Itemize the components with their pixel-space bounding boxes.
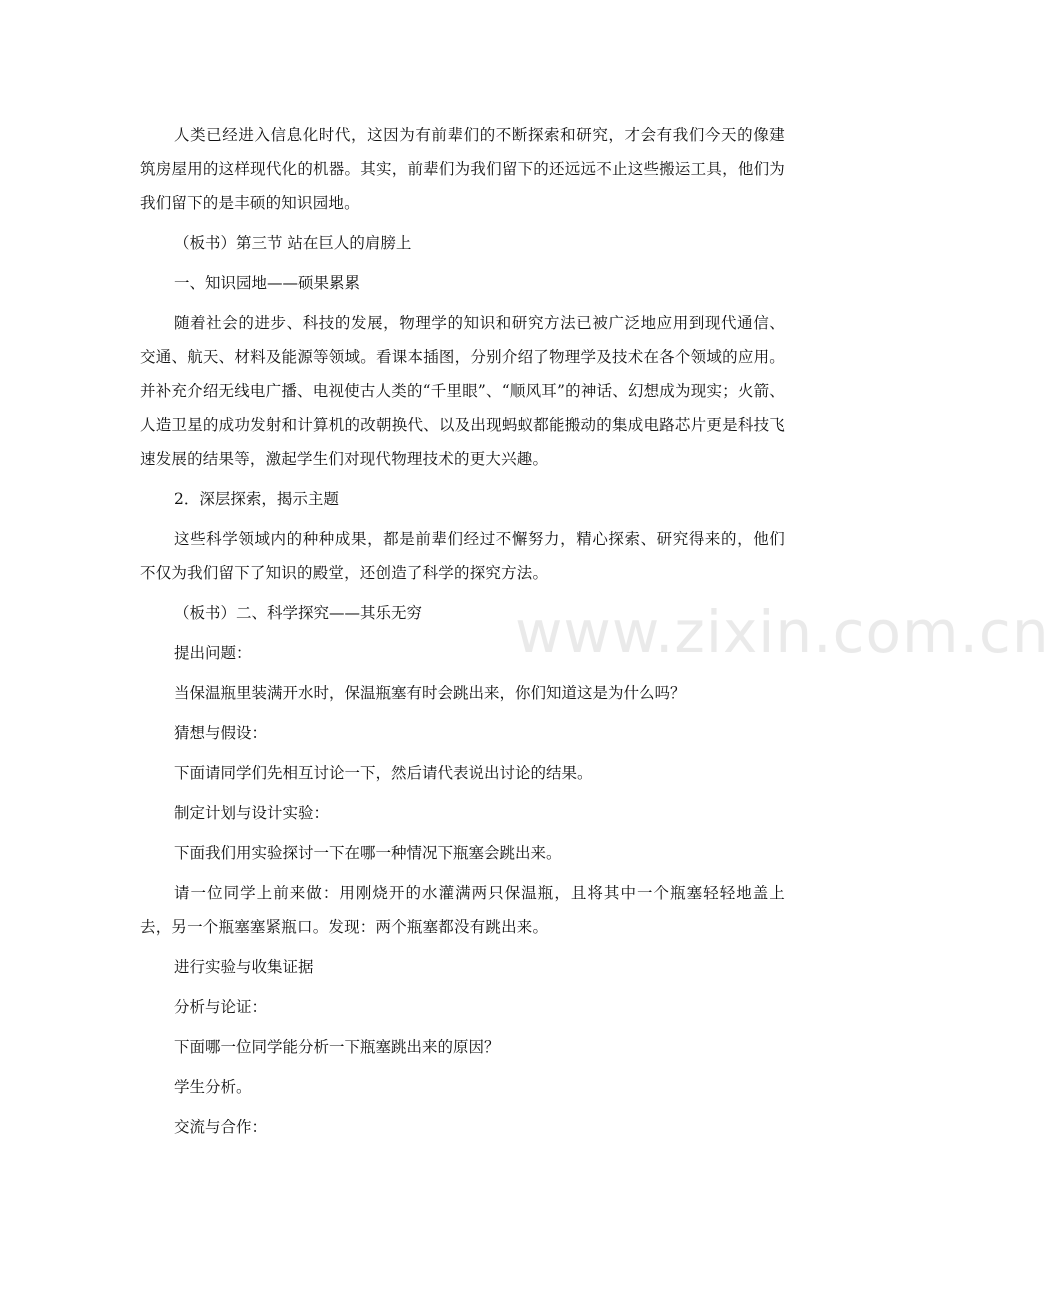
document-body [140, 118, 785, 1144]
label-collect-evidence: 进行实验与收集证据 [174, 958, 314, 976]
label-plan-experiment: 制定计划与设计实验： [174, 804, 330, 822]
board-heading-section-three: （板书）第三节 站在巨人的肩膀上 [174, 234, 412, 252]
paragraph-intro: 人类已经进入信息化时代，这因为有前辈们的不断探索和研究，才会有我们今天的像建筑房屋用的这样现代化的机器。其实，前辈们为我们留下的还远远不止这些搬运工具，他们为我们留下的是丰硕的知识园地。 [140, 126, 785, 212]
label-hypothesis: 猜想与假设： [174, 724, 268, 742]
paragraph-scientific-achievements: 这些科学领域内的种种成果，都是前辈们经过不懈努力，精心探索、研究得来的，他们不仅为我们留下了知识的殿堂，还创造了科学的探究方法。 [140, 530, 785, 582]
paragraph-thermos-question: 当保温瓶里装满开水时，保温瓶塞有时会跳出来，你们知道这是为什么吗？ [174, 684, 686, 702]
board-heading-scientific-inquiry: （板书）二、科学探究——其乐无穷 [174, 604, 423, 622]
watermark: www.zixin.com.cn [515, 598, 1050, 666]
paragraph-physics-applications: 随着社会的进步、科技的发展，物理学的知识和研究方法已被广泛地应用到现代通信、交通、航天、材料及能源等领域。看课本插图，分别介绍了物理学及技术在各个领域的应用。并补充介绍无线电广播、电视使古人类的“千里眼”、“顺风耳”的神话、幻想成为现实；火箭、人造卫星的成功发射和计算机的改朝换代、以及出现蚂蚁都能搬动的集成电路芯片更是科技飞速发展的结果等，激起学生们对现代物理技术的更大兴趣。 [140, 314, 785, 468]
label-analysis: 分析与论证： [174, 998, 268, 1016]
heading-deep-exploration: 2．深层探索，揭示主题 [174, 490, 339, 508]
label-communication: 交流与合作： [174, 1118, 268, 1136]
paragraph-analysis-question: 下面哪一位同学能分析一下瓶塞跳出来的原因？ [174, 1038, 500, 1056]
label-raise-question: 提出问题： [174, 644, 252, 662]
paragraph-student-analysis: 学生分析。 [174, 1078, 252, 1096]
heading-knowledge-garden: 一、知识园地——硕果累累 [174, 274, 361, 292]
paragraph-experiment-procedure: 请一位同学上前来做：用刚烧开的水灌满两只保温瓶，且将其中一个瓶塞轻轻地盖上去，另一个瓶塞塞紧瓶口。发现：两个瓶塞都没有跳出来。 [140, 884, 785, 936]
paragraph-discussion: 下面请同学们先相互讨论一下，然后请代表说出讨论的结果。 [174, 764, 593, 782]
paragraph-experiment-intro: 下面我们用实验探讨一下在哪一种情况下瓶塞会跳出来。 [174, 844, 562, 862]
